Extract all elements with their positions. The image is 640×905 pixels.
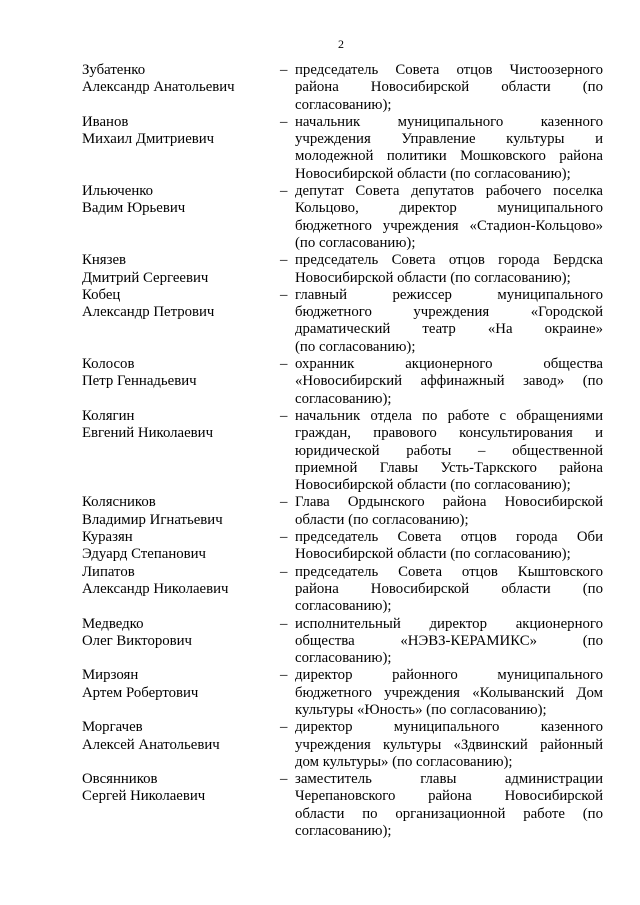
separator-dash: – bbox=[280, 113, 288, 130]
description-line: юридической работы – общественной bbox=[295, 442, 603, 459]
description-line: согласованию); bbox=[295, 96, 392, 113]
member-description bbox=[295, 719, 603, 771]
description-line: председатель Совета отцов города Оби bbox=[295, 529, 603, 546]
member-given-names: Артем Робертович bbox=[82, 684, 199, 701]
description-line: согласованию); bbox=[295, 650, 392, 667]
member-description bbox=[295, 356, 603, 408]
description-line: района Новосибирской области (по bbox=[295, 79, 603, 96]
description-line: культуры «Юность» (по согласованию); bbox=[295, 701, 547, 718]
page-number: 2 bbox=[338, 37, 344, 51]
member-surname: Кобец bbox=[82, 286, 121, 303]
description-line: согласованию); bbox=[295, 598, 392, 615]
member-name bbox=[82, 252, 280, 287]
separator-dash: – bbox=[280, 771, 288, 788]
separator-dash: – bbox=[280, 667, 288, 684]
description-line: согласованию); bbox=[295, 390, 392, 407]
description-line: начальник отдела по работе с обращениями bbox=[295, 407, 603, 424]
member-description bbox=[295, 529, 603, 564]
member-given-names: Олег Викторович bbox=[82, 632, 193, 649]
member-entry bbox=[82, 771, 603, 840]
description-line: дом культуры» (по согласованию); bbox=[295, 753, 513, 770]
member-given-names: Владимир Игнатьевич bbox=[82, 511, 223, 528]
member-given-names: Петр Геннадьевич bbox=[82, 373, 197, 390]
member-name bbox=[82, 356, 280, 391]
separator-dash: – bbox=[280, 407, 288, 424]
member-given-names: Сергей Николаевич bbox=[82, 788, 206, 805]
description-line: (по согласованию); bbox=[295, 234, 416, 251]
separator-dash: – bbox=[280, 183, 288, 200]
description-line: общества «НЭВЗ-КЕРАМИКС» (по bbox=[295, 632, 603, 649]
description-line: Глава Ордынского района Новосибирской bbox=[295, 494, 603, 511]
member-given-names: Александр Петрович bbox=[82, 304, 215, 321]
member-description bbox=[295, 252, 603, 287]
description-line: исполнительный директор акционерного bbox=[295, 615, 603, 632]
member-given-names: Дмитрий Сергеевич bbox=[82, 269, 209, 286]
member-name bbox=[82, 667, 280, 702]
description-line: бюджетного учреждения «Колыванский Дом bbox=[295, 684, 603, 701]
member-description bbox=[295, 667, 603, 719]
separator-dash: – bbox=[280, 529, 288, 546]
separator-dash: – bbox=[280, 286, 288, 303]
member-name bbox=[82, 771, 280, 806]
member-given-names: Вадим Юрьевич bbox=[82, 200, 186, 217]
member-surname: Овсянников bbox=[82, 771, 158, 788]
separator-dash: – bbox=[280, 252, 288, 269]
member-entry bbox=[82, 494, 603, 529]
member-given-names: Алексей Анатольевич bbox=[82, 736, 220, 753]
description-line: Новосибирской области (по согласованию); bbox=[295, 269, 571, 286]
description-line: председатель Совета отцов Чистоозерного bbox=[295, 62, 603, 78]
member-surname: Князев bbox=[82, 252, 126, 269]
description-line: учреждения культуры «Здвинский районный bbox=[295, 736, 603, 753]
member-entry bbox=[82, 408, 603, 494]
member-name bbox=[82, 494, 280, 529]
description-line: области по организационной работе (по bbox=[295, 805, 603, 822]
member-surname: Ильюченко bbox=[82, 183, 154, 200]
member-description bbox=[295, 62, 603, 114]
member-name bbox=[82, 183, 280, 218]
description-line: директор муниципального казенного bbox=[295, 719, 603, 736]
member-surname: Куразян bbox=[82, 529, 133, 546]
member-entry bbox=[82, 564, 603, 616]
separator-dash: – bbox=[280, 719, 288, 736]
description-line: Новосибирской области (по согласованию); bbox=[295, 546, 571, 563]
description-line: Черепановского района Новосибирской bbox=[295, 788, 603, 805]
member-surname: Моргачев bbox=[82, 719, 143, 736]
separator-dash: – bbox=[280, 356, 288, 373]
member-given-names: Михаил Дмитриевич bbox=[82, 131, 215, 148]
member-name bbox=[82, 616, 280, 651]
description-line: драматический театр «На окраине» bbox=[295, 321, 603, 338]
members-list bbox=[82, 62, 603, 840]
description-line: молодежной политики Мошковского района bbox=[295, 148, 603, 165]
separator-dash: – bbox=[280, 615, 288, 632]
member-surname: Иванов bbox=[82, 113, 129, 130]
member-surname: Колосов bbox=[82, 356, 135, 373]
description-line: бюджетного учреждения «Стадион-Кольцово» bbox=[295, 217, 603, 234]
description-line: председатель Совета отцов города Бердска bbox=[295, 252, 603, 269]
member-entry bbox=[82, 252, 603, 287]
member-surname: Колясников bbox=[82, 494, 156, 511]
member-surname: Зубатенко bbox=[82, 62, 146, 78]
description-line: приемной Главы Усть-Таркского района bbox=[295, 459, 603, 476]
member-name bbox=[82, 114, 280, 149]
description-line: охранник акционерного общества bbox=[295, 356, 603, 373]
description-line: начальник муниципального казенного bbox=[295, 113, 603, 130]
member-name bbox=[82, 529, 280, 564]
description-line: района Новосибирской области (по bbox=[295, 580, 603, 597]
member-surname: Медведко bbox=[82, 615, 144, 632]
member-entry bbox=[82, 356, 603, 408]
member-given-names: Эдуард Степанович bbox=[82, 546, 206, 563]
member-description bbox=[295, 494, 603, 529]
description-line: заместитель главы администрации bbox=[295, 771, 603, 788]
member-entry bbox=[82, 183, 603, 252]
description-line: граждан, правового консультирования и bbox=[295, 425, 603, 442]
member-surname: Липатов bbox=[82, 563, 135, 580]
description-line: учреждения Управление культуры и bbox=[295, 131, 603, 148]
description-line: области (по согласованию); bbox=[295, 511, 469, 528]
member-name bbox=[82, 564, 280, 599]
description-line: директор районного муниципального bbox=[295, 667, 603, 684]
member-entry bbox=[82, 62, 603, 114]
member-name bbox=[82, 287, 280, 322]
member-name bbox=[82, 408, 280, 443]
description-line: Кольцово, директор муниципального bbox=[295, 200, 603, 217]
member-name bbox=[82, 719, 280, 754]
member-entry bbox=[82, 114, 603, 183]
member-description bbox=[295, 287, 603, 356]
description-line: «Новосибирский аффинажный завод» (по bbox=[295, 373, 603, 390]
member-entry bbox=[82, 719, 603, 771]
separator-dash: – bbox=[280, 563, 288, 580]
member-description bbox=[295, 408, 603, 494]
member-entry bbox=[82, 287, 603, 356]
member-description bbox=[295, 771, 603, 840]
member-surname: Мирзоян bbox=[82, 667, 139, 684]
description-line: депутат Совета депутатов рабочего поселка bbox=[295, 183, 603, 200]
description-line: (по согласованию); bbox=[295, 338, 416, 355]
member-description bbox=[295, 616, 603, 668]
member-given-names: Евгений Николаевич bbox=[82, 425, 214, 442]
member-description bbox=[295, 183, 603, 252]
member-entry bbox=[82, 616, 603, 668]
description-line: председатель Совета отцов Кыштовского bbox=[295, 563, 603, 580]
member-surname: Колягин bbox=[82, 407, 135, 424]
description-line: Новосибирской области (по согласованию); bbox=[295, 477, 571, 494]
description-line: бюджетного учреждения «Городской bbox=[295, 304, 603, 321]
member-description bbox=[295, 114, 603, 183]
description-line: согласованию); bbox=[295, 823, 392, 840]
member-description bbox=[295, 564, 603, 616]
member-entry bbox=[82, 667, 603, 719]
member-given-names: Александр Анатольевич bbox=[82, 79, 235, 96]
member-name bbox=[82, 62, 280, 97]
separator-dash: – bbox=[280, 494, 288, 511]
member-given-names: Александр Николаевич bbox=[82, 580, 229, 597]
separator-dash: – bbox=[280, 62, 288, 78]
description-line: главный режиссер муниципального bbox=[295, 286, 603, 303]
member-entry bbox=[82, 529, 603, 564]
description-line: Новосибирской области (по согласованию); bbox=[295, 165, 571, 182]
